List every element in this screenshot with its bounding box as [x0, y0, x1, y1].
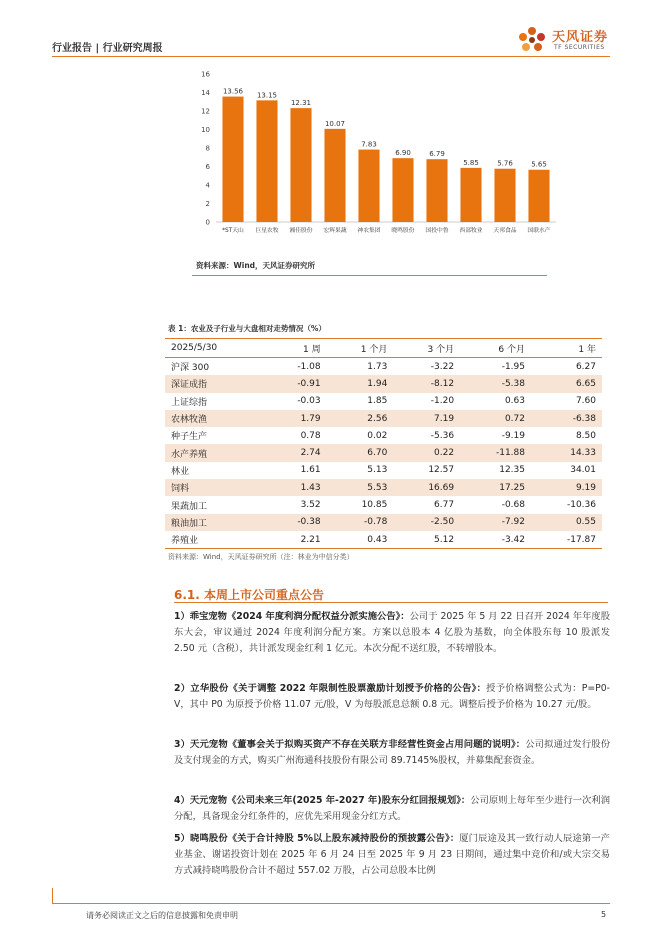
x-category-label: 国投中鲁 — [425, 228, 449, 234]
performance-table — [165, 338, 602, 549]
table-cell: 2.21 — [266, 531, 327, 549]
table-cell: -0.68 — [501, 500, 525, 511]
bar-value-label: 5.85 — [463, 158, 479, 167]
announcement-item — [174, 609, 610, 657]
x-category-label: *ST天山 — [222, 228, 244, 234]
announcement-head: 1）乖宝宠物《2024 年度利润分配权益分派实施公告》： — [174, 611, 410, 622]
announcement-item — [174, 681, 610, 713]
x-category-label: 晓鸣股份 — [391, 228, 415, 234]
table-row-label: 沪深 300 — [171, 363, 210, 374]
x-category-label: 天邦食品 — [493, 228, 517, 234]
table-cell: -6.38 — [531, 410, 602, 427]
x-category-label: 宏辉果蔬 — [323, 228, 347, 234]
table-cell: -5.36 — [430, 430, 455, 441]
table-cell: 5.13 — [367, 465, 388, 476]
table-row-label: 饲料 — [165, 479, 266, 496]
report-header-label: 行业报告 | 行业研究周报 — [52, 43, 163, 54]
footer-rule — [52, 903, 610, 904]
section-rule — [174, 602, 608, 603]
header-rule — [52, 56, 610, 57]
x-category-label: 西部牧业 — [459, 228, 483, 234]
table-cell: -0.38 — [266, 514, 327, 531]
table-cell: -7.92 — [460, 514, 531, 531]
brand-logo — [516, 22, 616, 56]
table-cell: -1.08 — [297, 361, 321, 372]
table-row — [165, 427, 602, 444]
announcement-body: 公司于 2025 年 5 月 22 日召开 2024 年年度股东大会，审议通过 2024 年度利润分配方案。方案以总股本 4 亿股为基数，向全体股东每 10 股派发 2.50 元（含税），共计派发现金红利 1 亿元。本次分配不送红股，不转增股本。 — [174, 611, 610, 654]
y-tick-label: 6 — [205, 163, 210, 171]
table-cell: 5.53 — [327, 479, 394, 496]
table-row-label: 农林牧渔 — [165, 410, 266, 427]
announcement-item — [174, 737, 610, 769]
y-tick-label: 8 — [205, 144, 210, 153]
logo-text-cn: 天风证券 — [552, 30, 609, 45]
table-cell: 0.63 — [504, 396, 525, 407]
table-cell: 6.77 — [434, 500, 455, 511]
table-header-cell: 1 个月 — [327, 339, 394, 358]
bar — [494, 169, 515, 222]
bar — [392, 158, 413, 222]
announcement-body: 授予价格调整公式为：P=P0-V，其中 P0 为原授予价格 11.07 元/股，V 为每股派息总额 0.8 元。调整后授予价格为 10.27 元/股。 — [174, 683, 610, 710]
bar-value-label: 6.79 — [429, 150, 445, 159]
table-cell: 17.25 — [460, 479, 531, 496]
bar — [222, 97, 243, 222]
table-cell: 0.55 — [531, 514, 602, 531]
bar-chart-svg — [190, 62, 570, 244]
table-cell: -0.03 — [297, 396, 321, 407]
y-tick-label: 4 — [205, 181, 210, 190]
table-cell: 0.78 — [300, 430, 321, 441]
table-cell: 5.12 — [393, 531, 460, 549]
table-cell: -0.78 — [327, 514, 394, 531]
bar — [460, 168, 481, 222]
table-cell: 1.43 — [266, 479, 327, 496]
footer-vertical-rule — [52, 888, 53, 903]
table-header-cell: 6 个月 — [460, 339, 531, 358]
table-cell: 0.02 — [367, 430, 388, 441]
table-row — [165, 358, 602, 376]
y-tick-label: 16 — [201, 70, 210, 79]
table-cell: 7.60 — [575, 396, 596, 407]
logo-mark-icon — [516, 24, 548, 56]
table-cell: 14.33 — [531, 444, 602, 461]
table-cell: 1.79 — [266, 410, 327, 427]
bar-value-label: 12.31 — [290, 99, 312, 108]
announcement-head: 3）天元宠物《董事会关于拟购买资产不存在关联方非经营性资金占用问题的说明》： — [174, 739, 526, 750]
table-row — [165, 531, 602, 549]
table-cell: 6.27 — [575, 361, 596, 372]
table-header-cell: 1 周 — [266, 339, 327, 358]
table-cell: 10.85 — [361, 500, 388, 511]
announcement-head: 4）天元宠物《公司未来三年(2025 年-2027 年)股东分红回报规划》： — [174, 795, 471, 806]
table-header-cell: 3 个月 — [393, 339, 460, 358]
table-cell: 1.85 — [367, 396, 388, 407]
table-cell: 6.70 — [327, 444, 394, 461]
table-row — [165, 410, 602, 427]
bar-value-label: 13.56 — [222, 87, 244, 96]
table-row — [165, 393, 602, 410]
announcement-body: 公司拟通过发行股份及支付现金的方式，购买广州海通科技股份有限公司 89.7145%股权，并募集配套资金。 — [174, 739, 610, 766]
announcement-item — [174, 831, 610, 879]
table-cell: 0.43 — [327, 531, 394, 549]
logo-text-en: TF SECURITIES — [554, 44, 605, 51]
table-row-label: 上证综指 — [171, 397, 208, 408]
table-row-label: 水产养殖 — [165, 444, 266, 461]
table-header-cell: 1 年 — [531, 339, 602, 358]
table-body — [165, 358, 602, 549]
table-cell: -1.95 — [501, 361, 525, 372]
bar-chart — [190, 62, 570, 244]
bar — [324, 129, 345, 222]
bar-value-label: 7.83 — [361, 140, 377, 149]
bar-value-label: 13.15 — [256, 91, 278, 100]
table-cell: 1.61 — [300, 465, 321, 476]
bar — [358, 150, 379, 222]
table-row — [165, 479, 602, 496]
x-category-label: 巨星农牧 — [255, 228, 279, 234]
table-cell: -1.20 — [430, 396, 455, 407]
bar — [426, 159, 447, 222]
table-cell: 3.52 — [300, 500, 321, 511]
x-category-label: 神农集团 — [357, 228, 381, 234]
table-cell: 1.73 — [367, 361, 388, 372]
table-cell: 12.35 — [499, 465, 525, 476]
table-cell: 16.69 — [393, 479, 460, 496]
table-row-label: 养殖业 — [165, 531, 266, 549]
table-cell: 6.65 — [531, 375, 602, 392]
table-cell: -11.88 — [460, 444, 531, 461]
table-header-row — [165, 339, 602, 358]
table-row — [165, 496, 602, 513]
table-row — [165, 462, 602, 479]
bar — [256, 100, 277, 222]
table-cell: 7.19 — [393, 410, 460, 427]
table-cell: -3.42 — [460, 531, 531, 549]
table-cell: -8.12 — [393, 375, 460, 392]
table-title: 表 1：农业及子行业与大盘相对走势情况（%） — [168, 324, 326, 333]
x-category-label: 国联水产 — [527, 228, 551, 234]
bar-value-label: 10.07 — [324, 119, 346, 128]
table-cell: 2.56 — [327, 410, 394, 427]
bar-value-label: 6.90 — [395, 149, 411, 158]
table-header-cell: 2025/5/30 — [165, 339, 266, 358]
x-category-label: 湘佳股份 — [289, 228, 313, 234]
table-source: 资料来源：Wind，天风证券研究所（注：林业为中信分类） — [168, 553, 354, 561]
page-number: 5 — [601, 910, 607, 919]
table-cell: 12.57 — [428, 465, 455, 476]
table-row-label: 林业 — [171, 466, 190, 477]
table-cell: -17.87 — [531, 531, 602, 549]
table-cell: 8.50 — [575, 430, 596, 441]
footer-disclaimer: 请务必阅读正文之后的信息披露和免责申明 — [86, 911, 238, 920]
table-cell: 1.94 — [327, 375, 394, 392]
table-row-label: 种子生产 — [171, 432, 208, 443]
y-tick-label: 10 — [201, 126, 210, 134]
y-tick-label: 0 — [205, 218, 210, 227]
bar-value-label: 5.76 — [497, 159, 513, 168]
y-tick-label: 12 — [201, 107, 210, 116]
table-cell: 0.72 — [460, 410, 531, 427]
section-title: 6.1. 本周上市公司重点公告 — [174, 588, 324, 602]
table-cell: 0.22 — [393, 444, 460, 461]
announcement-head: 2）立华股份《关于调整 2022 年限制性股票激励计划授予价格的公告》： — [174, 683, 487, 694]
chart-source-rule — [192, 275, 547, 276]
bar — [528, 170, 549, 222]
y-tick-label: 2 — [205, 200, 210, 208]
announcement-head: 5）晓鸣股份《关于合计持股 5%以上股东减持股份的预披露公告》： — [174, 833, 460, 844]
announcement-body: 公司原则上每年至少进行一次利润分配，具备现金分红条件的，应优先采用现金分红方式。 — [174, 795, 610, 822]
table-row — [165, 514, 602, 531]
y-tick-label: 14 — [201, 89, 210, 97]
table-row-label: 深证成指 — [165, 375, 266, 392]
table-cell: -10.36 — [566, 500, 596, 511]
bar-value-label: 5.65 — [531, 160, 547, 169]
bar — [290, 108, 311, 222]
chart-source: 资料来源：Wind，天风证券研究所 — [196, 261, 316, 270]
table-cell: 9.19 — [531, 479, 602, 496]
table-row-label: 粮油加工 — [165, 514, 266, 531]
table-row — [165, 375, 602, 392]
table-cell: -2.50 — [393, 514, 460, 531]
table-cell: 34.01 — [570, 465, 596, 476]
table-row — [165, 444, 602, 461]
announcement-body: 厦门辰途及其一致行动人辰途第一产业基金、谢诺投资计划在 2025 年 6 月 24 日至 2025 年 9 月 23 日期间，通过集中竞价和/或大宗交易方式减持晓鸣股份合计不超过 557.02 万股，占公司总股本比例 — [174, 833, 610, 876]
table-row-label: 果蔬加工 — [171, 501, 208, 512]
table-cell: -3.22 — [430, 361, 455, 372]
table-cell: -0.91 — [266, 375, 327, 392]
table-cell: -5.38 — [460, 375, 531, 392]
table-cell: -9.19 — [501, 430, 525, 441]
announcement-item — [174, 793, 610, 825]
table-cell: 2.74 — [266, 444, 327, 461]
